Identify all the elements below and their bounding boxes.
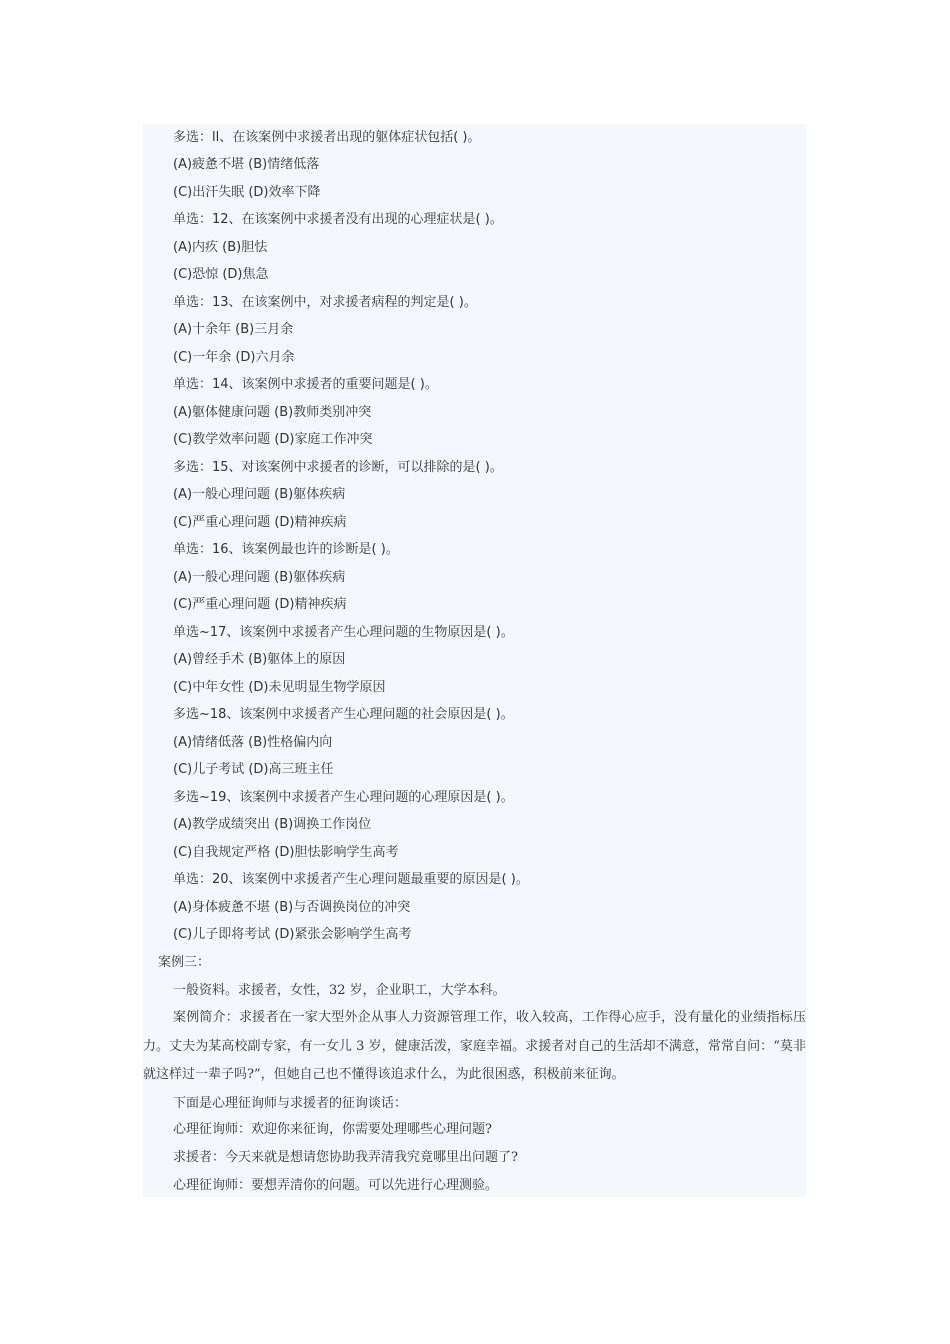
question-stem: 多选~19、该案例中求援者产生心理问题的心理原因是( )。 — [173, 790, 514, 805]
question-options: (A)一般心理问题 (B)躯体疾病 — [173, 487, 346, 502]
question-options: (C)出汗失眠 (D)效率下降 — [173, 185, 321, 200]
question-options: (A)教学成绩突出 (B)调换工作岗位 — [173, 817, 372, 832]
question-options: (C)恐惊 (D)焦急 — [173, 267, 269, 282]
question-options: (C)自我规定严格 (D)胆怯影响学生高考 — [173, 845, 399, 860]
question-options: (A)内疚 (B)胆怯 — [173, 240, 268, 255]
question-options: (C)严重心理问题 (D)精神疾病 — [173, 597, 347, 612]
case-general-info: 一般资料。求援者，女性，32 岁，企业职工，大学本科。 — [173, 983, 506, 998]
question-options: (C)儿子考试 (D)高三班主任 — [173, 762, 334, 777]
dialog-intro: 下面是心理征询师与求援者的征询谈话： — [173, 1096, 408, 1111]
case-title: 案例三： — [158, 955, 211, 970]
question-options: (C)中年女性 (D)未见明显生物学原因 — [173, 680, 386, 695]
question-stem: 单选~17、该案例中求援者产生心理问题的生物原因是( )。 — [173, 625, 514, 640]
question-options: (A)身体疲惫不堪 (B)与否调换岗位的冲突 — [173, 900, 411, 915]
question-options: (A)情绪低落 (B)性格偏内向 — [173, 735, 333, 750]
question-options: (A)十余年 (B)三月余 — [173, 322, 294, 337]
question-options: (A)疲惫不堪 (B)情绪低落 — [173, 157, 320, 172]
question-options: (C)儿子即将考试 (D)紧张会影响学生高考 — [173, 927, 412, 942]
question-stem: 单选：14、该案例中求援者的重要问题是( )。 — [173, 377, 438, 392]
dialog-line: 心理征询师：欢迎你来征询，你需要处理哪些心理问题? — [173, 1122, 492, 1137]
question-stem: 多选：15、对该案例中求援者的诊断，可以排除的是( )。 — [173, 460, 503, 475]
question-stem: 多选~18、该案例中求援者产生心理问题的社会原因是( )。 — [173, 707, 514, 722]
question-stem: 单选：20、该案例中求援者产生心理问题最重要的原因是( )。 — [173, 872, 529, 887]
question-options: (C)教学效率问题 (D)家庭工作冲突 — [173, 432, 373, 447]
case-intro: 案例简介：求援者在一家大型外企从事人力资源管理工作，收入较高，工作得心应手，没有量化的业绩指标压力。丈夫为某高校副专家，有一女儿 3 岁，健康活泼，家庭幸福。求援者对自己的生活却不满意，常常自问：“莫非就这样过一辈子吗?”，但她自己也不懂得该追求什么，为此很困惑，积极前来征询。 — [143, 1010, 806, 1082]
question-stem: 单选：16、该案例最也许的诊断是( )。 — [173, 542, 399, 557]
question-stem: 单选：13、在该案例中，对求援者病程的判定是( )。 — [173, 295, 477, 310]
question-options: (A)躯体健康问题 (B)教师类别冲突 — [173, 405, 372, 420]
question-options: (A)一般心理问题 (B)躯体疾病 — [173, 570, 346, 585]
dialog-line: 求援者：今天来就是想请您协助我弄清我究竟哪里出问题了? — [173, 1150, 518, 1165]
question-options: (A)曾经手术 (B)躯体上的原因 — [173, 652, 346, 667]
question-options: (C)一年余 (D)六月余 — [173, 350, 295, 365]
question-options: (C)严重心理问题 (D)精神疾病 — [173, 515, 347, 530]
dialog-line: 心理征询师：要想弄清你的问题。可以先进行心理测验。 — [173, 1178, 499, 1193]
question-stem: 单选：12、在该案例中求援者没有出现的心理症状是( )。 — [173, 212, 503, 227]
question-stem: 多选：ll、在该案例中求援者出现的躯体症状包括( )。 — [173, 130, 481, 145]
